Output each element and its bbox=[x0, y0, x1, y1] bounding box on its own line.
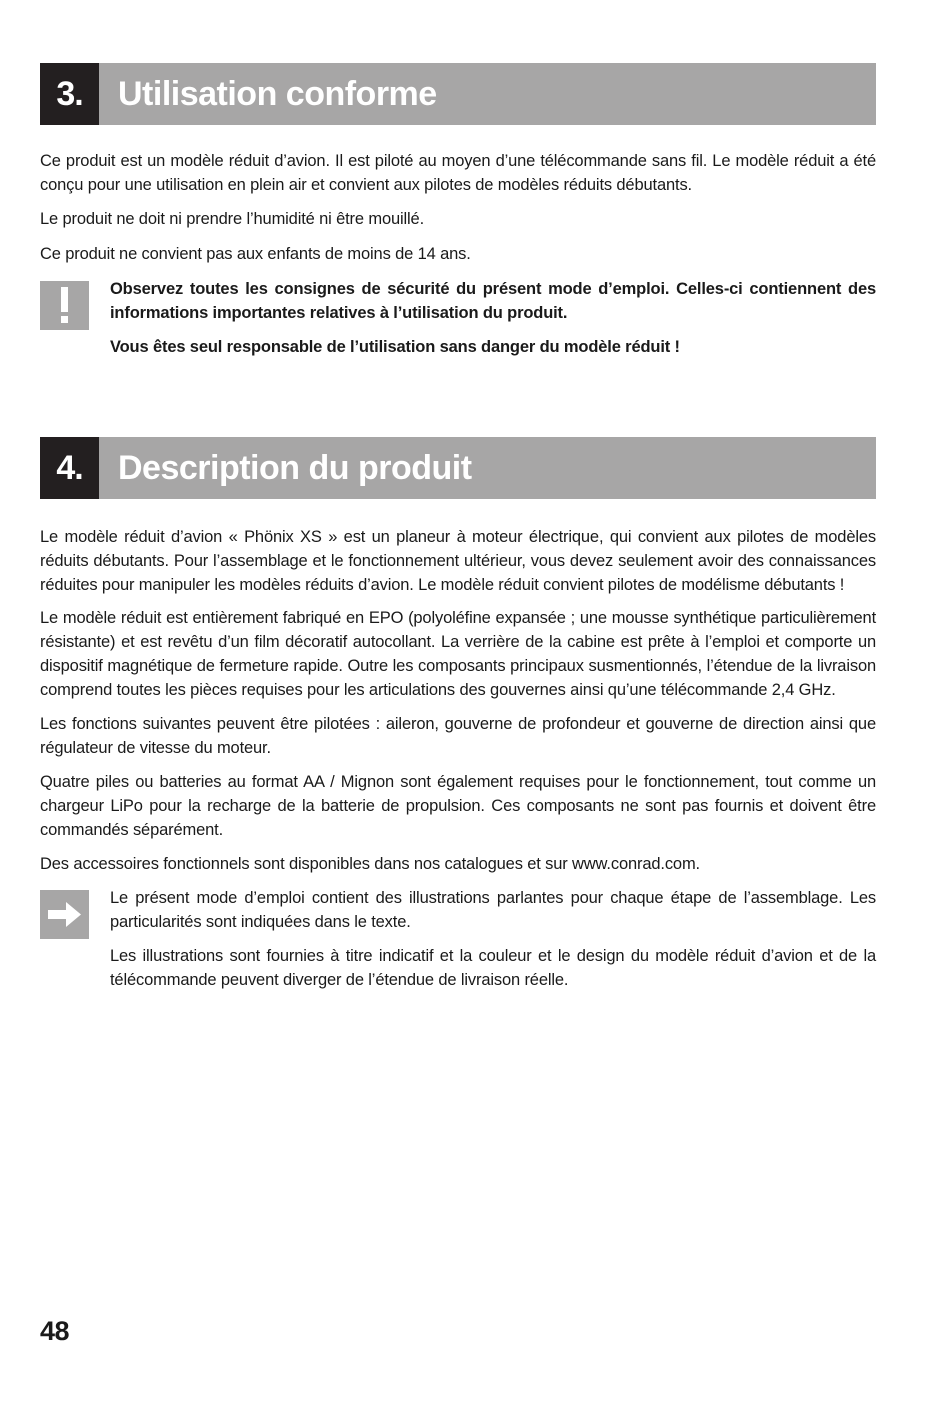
section-3-number: 3. bbox=[40, 63, 99, 125]
info-text-2: Les illustrations sont fournies à titre indicatif et la couleur et le design du modèle réduit d’avion et de la télécommande peuvent diverger de l’étendue de livraison réelle. bbox=[110, 947, 876, 989]
page-number: 48 bbox=[40, 1316, 70, 1346]
section-4-paragraph-1: Le modèle réduit d’avion « Phönix XS » est un planeur à moteur électrique, qui convient aux pilotes de modèles réduits débutants. Pour l’assemblage et le fonctionnement ultérieur, vous devez seulement avoir des connaissances réduites pour manipuler les modèles réduits d’avion. Le modèle réduit convient pilotes de modélisme débutants ! bbox=[40, 528, 876, 594]
warning-text-1: Observez toutes les consignes de sécurité du présent mode d’emploi. Celles-ci contiennent des informations importantes relatives à l’utilisation du produit. bbox=[110, 280, 876, 322]
section-4-number: 4. bbox=[40, 437, 99, 499]
section-4-paragraph-3: Les fonctions suivantes peuvent être pilotées : aileron, gouverne de profondeur et gouverne de direction ainsi que régulateur de vitesse du moteur. bbox=[40, 715, 876, 757]
section-4-paragraph-5: Des accessoires fonctionnels sont disponibles dans nos catalogues et sur www.conrad.com. bbox=[40, 855, 700, 873]
section-3-header bbox=[40, 63, 876, 125]
section-4-paragraph-4: Quatre piles ou batteries au format AA / Mignon sont également requises pour le fonctionnement, tout comme un chargeur LiPo pour la recharge de la batterie de propulsion. Ces composants ne sont pas fournis et doivent être commandés séparément. bbox=[40, 773, 876, 839]
section-4-paragraph-2: Le modèle réduit est entièrement fabriqué en EPO (polyoléfine expansée ; une mousse synthétique particulièrement résistante) et est revêtu d’un film décoratif autocollant. La verrière de la cabine est prête à l’emploi et comporte un dispositif magnétique de fermeture rapide. Outre les composants principaux susmentionnés, l’étendue de la livraison comprend toutes les pièces requises pour les articulations des gouvernes ainsi qu’une télécommande 2,4 GHz. bbox=[40, 609, 876, 699]
exclamation-icon bbox=[40, 281, 89, 330]
section-3-paragraph-1: Ce produit est un modèle réduit d’avion. Il est piloté au moyen d’une télécommande sans fil. Le modèle réduit a été conçu pour une utilisation en plein air et convient aux pilotes de modèles réduits débutants. bbox=[40, 152, 876, 194]
warning-text-2: Vous êtes seul responsable de l’utilisation sans danger du modèle réduit ! bbox=[110, 338, 680, 356]
section-3-paragraph-3: Ce produit ne convient pas aux enfants de moins de 14 ans. bbox=[40, 245, 471, 263]
info-text-1: Le présent mode d’emploi contient des illustrations parlantes pour chaque étape de l’assemblage. Les particularités sont indiquées dans le texte. bbox=[110, 889, 876, 931]
section-4-header bbox=[40, 437, 876, 499]
section-3-title: Utilisation conforme bbox=[99, 63, 876, 125]
section-4-title: Description du produit bbox=[99, 437, 876, 499]
section-3-paragraph-2: Le produit ne doit ni prendre l’humidité ni être mouillé. bbox=[40, 210, 425, 228]
arrow-right-icon bbox=[40, 890, 89, 939]
